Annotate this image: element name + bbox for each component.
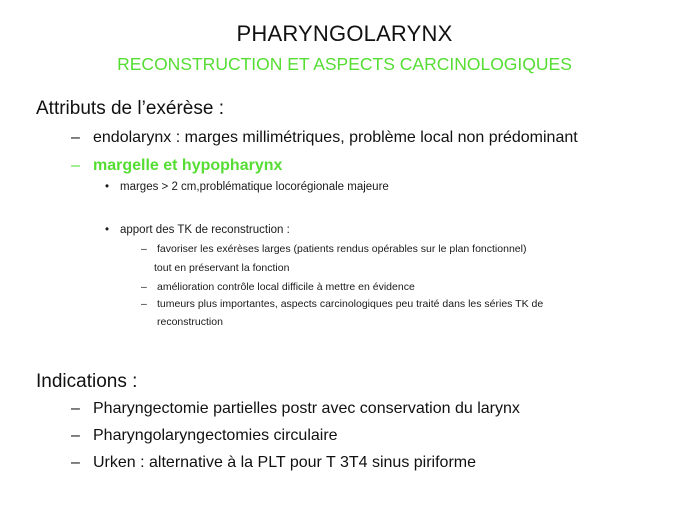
subsub-item-text: favoriser les exérèses larges (patients rendus opérables sur le plan fonctionnel) xyxy=(157,243,527,255)
bullet-marker: • xyxy=(105,224,110,236)
subsub-item-amelioration xyxy=(0,281,689,295)
slide-title: PHARYNGOLARYNX xyxy=(236,21,453,46)
indication-item xyxy=(0,454,689,474)
indication-item xyxy=(0,400,689,420)
subsub-item-continuation: reconstruction xyxy=(157,316,223,328)
slide-subtitle: RECONSTRUCTION ET ASPECTS CARCINOLOGIQUES xyxy=(117,54,572,74)
dash-marker: – xyxy=(71,454,80,471)
dash-marker: – xyxy=(71,427,80,444)
list-item-text: endolarynx : marges millimétriques, problème local non prédominant xyxy=(93,129,578,146)
indication-text: Pharyngolaryngectomies circulaire xyxy=(93,427,338,444)
dash-marker: – xyxy=(141,298,147,310)
indication-text: Urken : alternative à la PLT pour T 3T4 sinus piriforme xyxy=(93,454,476,471)
subsub-item-text: tumeurs plus importantes, aspects carcinologiques peu traité dans les séries TK de xyxy=(157,298,544,310)
dash-marker: – xyxy=(71,400,80,417)
dash-marker: – xyxy=(141,281,147,293)
dash-marker: – xyxy=(141,243,147,255)
sub-item-apport xyxy=(0,224,689,240)
sub-item-marges xyxy=(0,181,689,197)
subsub-item-favoriser xyxy=(0,243,689,257)
section-heading-indications: Indications : xyxy=(36,371,138,392)
sub-item-text: apport des TK de reconstruction : xyxy=(120,224,290,236)
dash-marker: – xyxy=(71,157,80,174)
list-item-text-highlight: margelle et hypopharynx xyxy=(93,157,283,174)
subsub-item-tumeurs xyxy=(0,298,689,312)
sub-item-text: marges > 2 cm,problématique locorégionale majeure xyxy=(120,181,389,193)
bullet-marker: • xyxy=(105,181,110,193)
list-item-endolarynx xyxy=(0,129,689,149)
list-item-margelle xyxy=(0,157,689,177)
subsub-item-continuation: tout en préservant la fonction xyxy=(154,262,290,274)
subsub-item-text: amélioration contrôle local difficile à mettre en évidence xyxy=(157,281,415,293)
dash-marker: – xyxy=(71,129,80,146)
indication-text: Pharyngectomie partielles postr avec conservation du larynx xyxy=(93,400,520,417)
section-heading-attributs: Attributs de l’exérèse : xyxy=(36,98,224,119)
indication-item xyxy=(0,427,689,447)
